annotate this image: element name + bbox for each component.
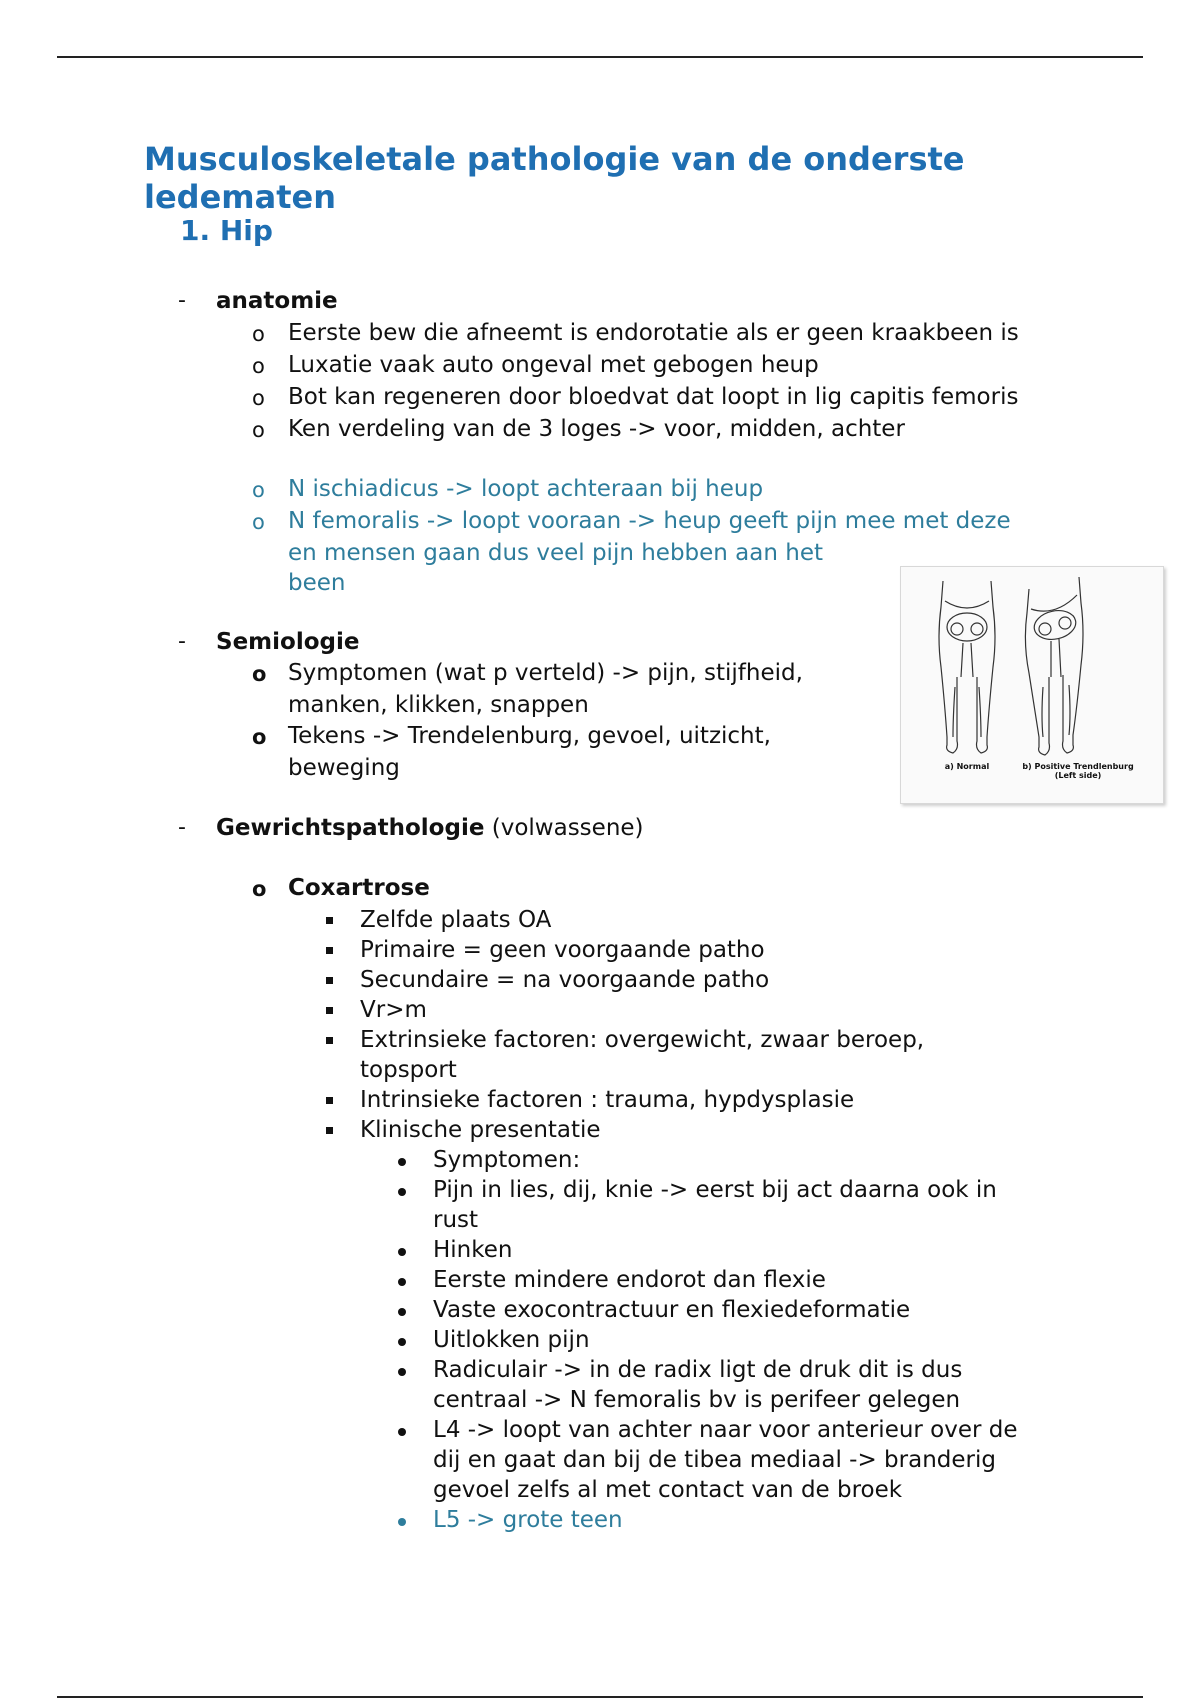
square-bullet <box>326 1127 333 1134</box>
footer-rule <box>57 1696 1143 1698</box>
square-bullet <box>326 977 333 984</box>
gewricht-heading-suffix: (volwassene) <box>484 815 644 841</box>
list-item: Secundaire = na voorgaande patho <box>360 967 770 993</box>
list-item: Bot kan regeneren door bloedvat dat loopt in lig capitis femoris <box>288 384 1019 410</box>
anatomie-heading: anatomie <box>216 288 338 314</box>
list-item: Vr>m <box>360 997 427 1023</box>
circle-bullet: o <box>252 354 265 378</box>
list-item: Symptomen: <box>433 1147 581 1173</box>
gewricht-heading-line <box>216 813 644 843</box>
circle-bullet: o <box>252 322 265 346</box>
list-item: Uitlokken pijn <box>433 1327 590 1353</box>
list-item-continuation: been <box>288 570 346 596</box>
list-item-continuation: en mensen gaan dus veel pijn hebben aan het <box>288 540 824 566</box>
document-title: Musculoskeletale pathologie van de onderste ledematen <box>144 140 965 216</box>
round-bullet <box>398 1338 406 1346</box>
list-item: Hinken <box>433 1237 513 1263</box>
list-item: L4 -> loopt van achter naar voor anterieur over de <box>433 1417 1018 1443</box>
circle-bullet: o <box>252 418 265 442</box>
list-item: Ken verdeling van de 3 loges -> voor, midden, achter <box>288 416 905 442</box>
round-bullet <box>398 1518 406 1526</box>
list-item-continuation: topsport <box>360 1057 457 1083</box>
list-item: Vaste exocontractuur en flexiedeformatie <box>433 1297 911 1323</box>
round-bullet <box>398 1308 406 1316</box>
square-bullet <box>326 917 333 924</box>
square-bullet <box>326 947 333 954</box>
circle-bullet: o <box>252 725 267 749</box>
dash-bullet: - <box>178 288 186 313</box>
round-bullet <box>398 1248 406 1256</box>
semiologie-heading: Semiologie <box>216 629 360 655</box>
figure-caption-b-side: (Left side) <box>1054 771 1102 780</box>
list-item: L5 -> grote teen <box>433 1507 623 1533</box>
round-bullet <box>398 1278 406 1286</box>
list-item: Zelfde plaats OA <box>360 907 552 933</box>
list-item: Pijn in lies, dij, knie -> eerst bij act daarna ook in <box>433 1177 997 1203</box>
figure-caption-a: a) Normal <box>944 762 990 771</box>
list-item-continuation: manken, klikken, snappen <box>288 692 589 718</box>
round-bullet <box>398 1188 406 1196</box>
square-bullet <box>326 1007 333 1014</box>
circle-bullet: o <box>252 877 267 901</box>
figure-caption-b: b) Positive Trendlenburg <box>1022 762 1134 771</box>
gewricht-heading: Gewrichtspathologie <box>216 815 485 841</box>
header-rule <box>57 56 1143 58</box>
coxartrose-heading: Coxartrose <box>288 875 430 901</box>
list-item-continuation: centraal -> N femoralis bv is perifeer gelegen <box>433 1387 961 1413</box>
square-bullet <box>326 1037 333 1044</box>
list-item: Symptomen (wat p verteld) -> pijn, stijfheid, <box>288 660 803 686</box>
round-bullet <box>398 1368 406 1376</box>
circle-bullet: o <box>252 386 265 410</box>
trendelenburg-figure <box>900 566 1164 804</box>
section-title: Hip <box>219 214 273 247</box>
section-heading <box>180 214 273 248</box>
list-item: N femoralis -> loopt vooraan -> heup geeft pijn mee met deze <box>288 508 1011 534</box>
list-item: Luxatie vaak auto ongeval met gebogen heup <box>288 352 819 378</box>
list-item: Extrinsieke factoren: overgewicht, zwaar beroep, <box>360 1027 925 1053</box>
round-bullet <box>398 1158 406 1166</box>
dash-bullet: - <box>178 815 186 840</box>
round-bullet <box>398 1428 406 1436</box>
dash-bullet: - <box>178 629 186 654</box>
list-item: Eerste mindere endorot dan flexie <box>433 1267 826 1293</box>
list-item-continuation: rust <box>433 1207 479 1233</box>
section-number: 1. <box>180 214 211 247</box>
list-item: Intrinsieke factoren : trauma, hypdysplasie <box>360 1087 855 1113</box>
list-item-continuation: dij en gaat dan bij de tibea mediaal -> branderig <box>433 1447 996 1473</box>
list-item-continuation: gevoel zelfs al met contact van de broek <box>433 1477 903 1503</box>
list-item: Eerste bew die afneemt is endorotatie als er geen kraakbeen is <box>288 320 1019 346</box>
square-bullet <box>326 1097 333 1104</box>
list-item: Klinische presentatie <box>360 1117 601 1143</box>
list-item: N ischiadicus -> loopt achteraan bij heup <box>288 476 764 502</box>
list-item-continuation: beweging <box>288 755 400 781</box>
list-item: Tekens -> Trendelenburg, gevoel, uitzicht, <box>288 723 771 749</box>
list-item: Radiculair -> in de radix ligt de druk dit is dus <box>433 1357 963 1383</box>
list-item: Primaire = geen voorgaande patho <box>360 937 765 963</box>
circle-bullet: o <box>252 662 267 686</box>
circle-bullet: o <box>252 510 265 534</box>
circle-bullet: o <box>252 478 265 502</box>
